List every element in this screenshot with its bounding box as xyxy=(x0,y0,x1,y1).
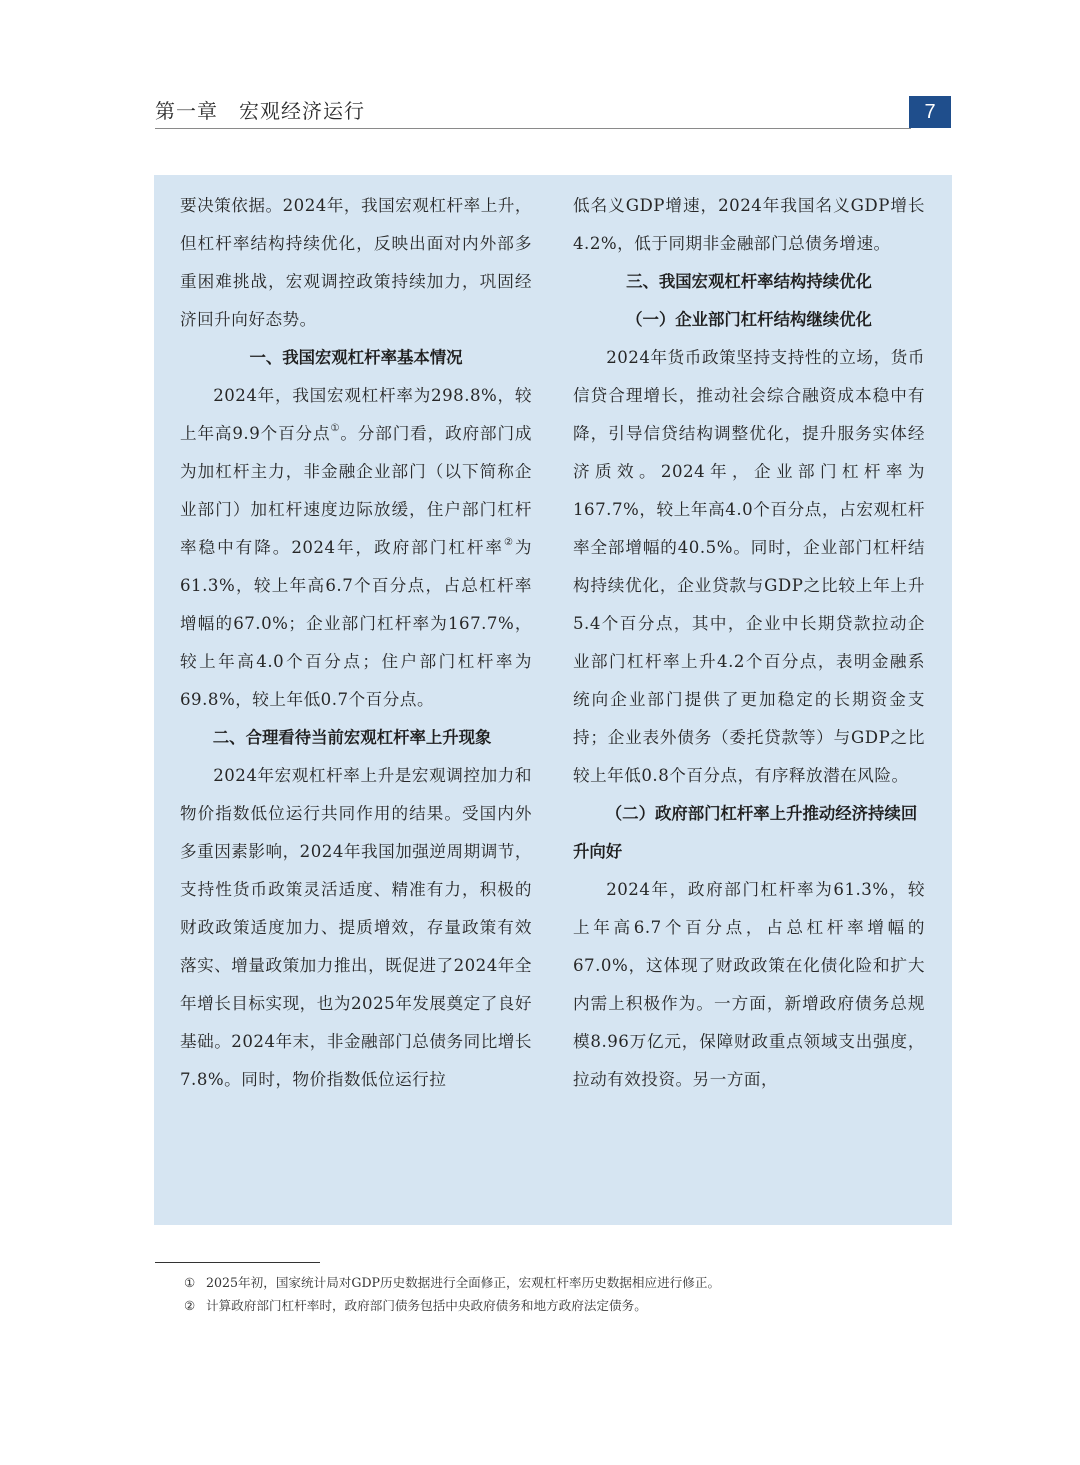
page-header xyxy=(155,96,951,130)
right-column xyxy=(573,187,925,1099)
footnote-rule xyxy=(155,1262,320,1263)
left-column xyxy=(180,187,532,1099)
content-box xyxy=(154,175,952,1225)
subsection-heading-3-1: （一）企业部门杠杆结构继续优化 xyxy=(626,310,872,329)
section-heading-2: 二、合理看待当前宏观杠杆率上升现象 xyxy=(212,728,492,747)
subsection-3-1-paragraph: 2024年货币政策坚持支持性的立场，货币信贷合理增长，推动社会综合融资成本稳中有降，引导信贷结构调整优化，提升服务实体经济质效。2024年，企业部门杠杆率为167.7%，较上年高4.0个百分点，占宏观杠杆率全部增幅的40.5%。同时，企业部门杠杆结构持续优化，企业贷款与GDP之比较上年上升5.4个百分点，其中，企业中长期贷款拉动企业部门杠杆率上升4.2个百分点，表明金融系统向企业部门提供了更加稳定的长期资金支持；企业表外债务（委托贷款等）与GDP之比较上年低0.8个百分点，有序释放潜在风险。 xyxy=(573,348,925,785)
footnote-1: ① 2025年初，国家统计局对GDP历史数据进行全面修正，宏观杠杆率历史数据相应进行修正。 xyxy=(184,1275,721,1290)
section-heading-1: 一、我国宏观杠杆率基本情况 xyxy=(249,348,463,367)
footnotes xyxy=(184,1271,944,1317)
section-heading-3: 三、我国宏观杠杆率结构持续优化 xyxy=(626,272,872,291)
subsection-3-2-paragraph: 2024年，政府部门杠杆率为61.3%，较上年高6.7个百分点，占总杠杆率增幅的67.0%，这体现了财政政策在化债化险和扩大内需上积极作为。一方面，新增政府债务总规模8.96万亿元，保障财政重点领域支出强度，拉动有效投资。另一方面， xyxy=(573,880,925,1089)
footnote-ref-2[interactable]: ② xyxy=(503,537,515,548)
page-number-badge: 7 xyxy=(909,96,951,128)
section-1-paragraph: 2024年，我国宏观杠杆率为298.8%，较上年高9.9个百分点①。分部门看，政府部门成为加杠杆主力，非金融企业部门（以下简称企业部门）加杠杆速度边际放缓，住户部门杠杆率稳中有降。2024年，政府部门杠杆率②为61.3%，较上年高6.7个百分点，占总杠杆率增幅的67.0%；企业部门杠杆率为167.7%，较上年高4.0个百分点；住户部门杠杆率为69.8%，较上年低0.7个百分点。 xyxy=(180,386,533,709)
subsection-heading-3-2: （二）政府部门杠杆率上升推动经济持续回升向好 xyxy=(573,804,918,861)
chapter-title: 第一章 宏观经济运行 xyxy=(155,99,365,123)
left-paragraph-continued: 要决策依据。2024年，我国宏观杠杆率上升，但杠杆率结构持续优化，反映出面对内外部多重困难挑战，宏观调控政策持续加力，巩固经济回升向好态势。 xyxy=(180,196,532,329)
footnote-ref-1[interactable]: ① xyxy=(330,423,341,434)
section-2-paragraph: 2024年宏观杠杆率上升是宏观调控加力和物价指数低位运行共同作用的结果。受国内外多重因素影响，2024年我国加强逆周期调节，支持性货币政策灵活适度、精准有力，积极的财政政策适度加力、提质增效，存量政策有效落实、增量政策加力推出，既促进了2024年全年增长目标实现，也为2025年发展奠定了良好基础。2024年末，非金融部门总债务同比增长7.8%。同时，物价指数低位运行拉 xyxy=(180,766,532,1089)
header-rule xyxy=(155,128,911,129)
right-paragraph-continued: 低名义GDP增速，2024年我国名义GDP增长4.2%，低于同期非金融部门总债务增速。 xyxy=(573,196,925,253)
footnote-2: ② 计算政府部门杠杆率时，政府部门债务包括中央政府债务和地方政府法定债务。 xyxy=(184,1298,647,1313)
